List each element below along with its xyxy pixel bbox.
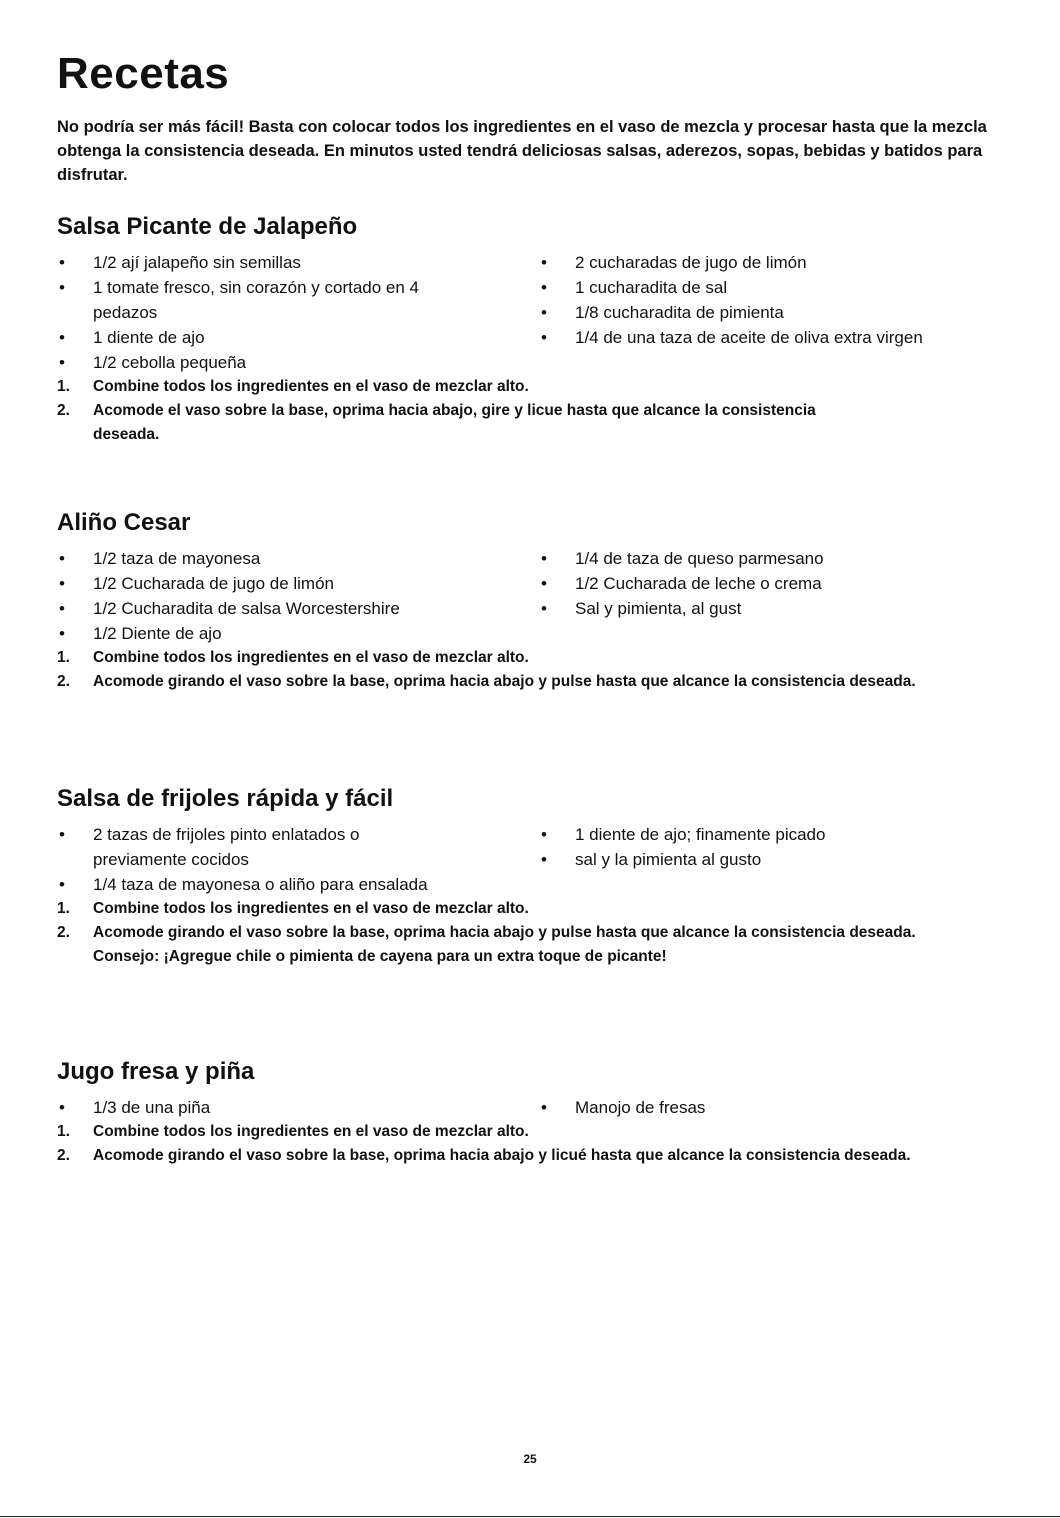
- ingredients-right: [539, 822, 979, 897]
- steps: [57, 1120, 1017, 1168]
- step-number: 1.: [57, 378, 70, 395]
- page-number: 25: [523, 1452, 537, 1466]
- step-text: Acomode girando el vaso sobre la base, oprima hacia abajo y licué hasta que alcance la consistencia deseada.: [93, 1147, 911, 1164]
- recipe-salsa-frijoles: [57, 784, 1017, 969]
- step-text: Combine todos los ingredientes en el vaso de mezclar alto.: [93, 1123, 529, 1140]
- ingredients-left: [57, 250, 539, 375]
- recipe-title: Salsa Picante de Jalapeño: [57, 213, 358, 240]
- step-item: [57, 646, 923, 670]
- step-number: 1.: [57, 649, 70, 666]
- ingredient-item: • 1 diente de ajo; finamente picado: [539, 822, 979, 847]
- steps: [57, 897, 1017, 945]
- ingredient-item: • 1/2 Cucharada de jugo de limón: [57, 571, 539, 596]
- step-item: [57, 921, 963, 945]
- ingredients-right: [539, 546, 979, 646]
- step-item: [57, 1144, 963, 1168]
- ingredients: [57, 822, 1017, 897]
- bottom-divider: [0, 1516, 1060, 1517]
- step-text: Acomode girando el vaso sobre la base, oprima hacia abajo y pulse hasta que alcance la consistencia deseada.: [93, 673, 916, 690]
- step-number: 2.: [57, 924, 70, 941]
- ingredients-right: [539, 1095, 979, 1120]
- ingredient-item: • 1/8 cucharadita de pimienta: [539, 300, 979, 325]
- steps: [57, 646, 1017, 694]
- ingredient-item: • 1/4 taza de mayonesa o aliño para ensalada: [57, 872, 539, 897]
- page-title: Recetas: [57, 49, 230, 98]
- ingredient-item: • sal y la pimienta al gusto: [539, 847, 979, 872]
- recipe-title: Aliño Cesar: [57, 509, 191, 536]
- ingredients: [57, 1095, 1017, 1120]
- ingredient-item: • Sal y pimienta, al gust: [539, 596, 979, 621]
- step-text: Combine todos los ingredientes en el vaso de mezclar alto.: [93, 900, 529, 917]
- step-number: 2.: [57, 673, 70, 690]
- step-item: [57, 670, 923, 694]
- step-number: 2.: [57, 1147, 70, 1164]
- ingredient-item: • 2 tazas de frijoles pinto enlatados o previamente cocidos: [57, 822, 433, 872]
- recipe-alino-cesar: [57, 508, 1017, 694]
- ingredients-left: [57, 546, 539, 646]
- step-text: Combine todos los ingredientes en el vaso de mezclar alto.: [93, 378, 529, 395]
- ingredient-item: • 1/2 Cucharadita de salsa Worcestershire: [57, 596, 539, 621]
- ingredients-left: [57, 1095, 539, 1120]
- ingredient-item: • 1/3 de una piña: [57, 1095, 539, 1120]
- steps: [57, 375, 1017, 447]
- ingredient-item: • 1 diente de ajo: [57, 325, 539, 350]
- ingredients: [57, 546, 1017, 646]
- ingredient-item: • 1/2 taza de mayonesa: [57, 546, 539, 571]
- ingredient-item: • 1 tomate fresco, sin corazón y cortado en 4 pedazos: [57, 275, 453, 325]
- recipe-tip: Consejo: ¡Agregue chile o pimienta de cayena para un extra toque de picante!: [93, 948, 667, 965]
- ingredient-item: • 1/2 Cucharada de leche o crema: [539, 571, 979, 596]
- step-text: Combine todos los ingredientes en el vaso de mezclar alto.: [93, 649, 529, 666]
- ingredient-item: • 1/2 ají jalapeño sin semillas: [57, 250, 539, 275]
- ingredient-item: • 1/4 de una taza de aceite de oliva extra virgen: [539, 325, 935, 350]
- step-number: 1.: [57, 900, 70, 917]
- step-text: Acomode el vaso sobre la base, oprima hacia abajo, gire y licue hasta que alcance la consistencia deseada.: [93, 402, 816, 443]
- ingredient-item: • 1/2 cebolla pequeña: [57, 350, 539, 375]
- recipe-title: Jugo fresa y piña: [57, 1058, 255, 1085]
- intro-paragraph: No podría ser más fácil! Basta con colocar todos los ingredientes en el vaso de mezcla y procesar hasta que la mezcla obtenga la consistencia deseada. En minutos usted tendrá deliciosas salsas, aderezos, sopas, bebidas y batidos para disfrutar.: [57, 118, 987, 184]
- step-item: [57, 897, 923, 921]
- recipe-jugo-fresa-pina: [57, 1057, 1017, 1168]
- ingredient-item: • 1/2 Diente de ajo: [57, 621, 539, 646]
- recipe-salsa-picante: [57, 212, 1017, 447]
- ingredient-item: • 2 cucharadas de jugo de limón: [539, 250, 979, 275]
- step-number: 2.: [57, 402, 70, 419]
- ingredient-item: • 1/4 de taza de queso parmesano: [539, 546, 979, 571]
- recipe-title: Salsa de frijoles rápida y fácil: [57, 785, 394, 812]
- ingredients-left: [57, 822, 539, 897]
- step-text: Acomode girando el vaso sobre la base, oprima hacia abajo y pulse hasta que alcance la consistencia deseada.: [93, 924, 916, 941]
- step-item: [57, 399, 873, 447]
- step-item: [57, 1120, 923, 1144]
- ingredients: [57, 250, 1017, 375]
- step-item: [57, 375, 923, 399]
- ingredient-item: • Manojo de fresas: [539, 1095, 979, 1120]
- ingredient-item: • 1 cucharadita de sal: [539, 275, 979, 300]
- ingredients-right: [539, 250, 979, 375]
- step-number: 1.: [57, 1123, 70, 1140]
